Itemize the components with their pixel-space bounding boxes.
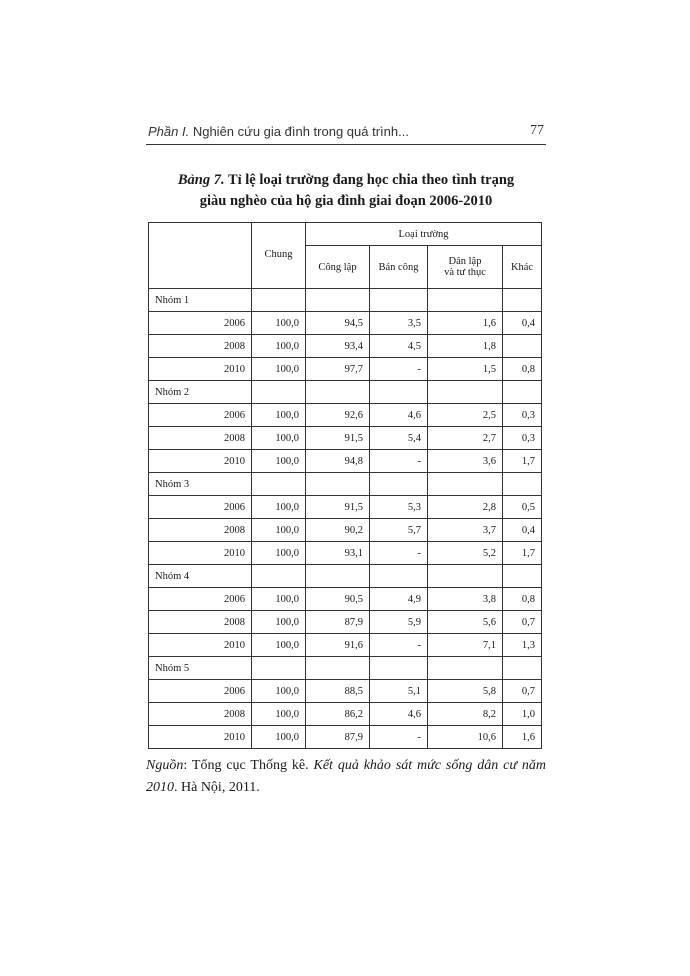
year-cell: 2010	[149, 358, 252, 381]
cong-lap-cell: 88,5	[306, 680, 370, 703]
table-row	[149, 335, 542, 358]
running-header	[146, 124, 546, 145]
cong-lap-cell: 90,5	[306, 588, 370, 611]
year-cell: 2006	[149, 404, 252, 427]
empty-cell	[428, 289, 503, 312]
table-row	[149, 358, 542, 381]
year-cell: 2008	[149, 427, 252, 450]
chung-cell: 100,0	[252, 588, 306, 611]
khac-cell: 1,3	[503, 634, 542, 657]
ban-cong-cell: 4,6	[370, 404, 428, 427]
group-label: Nhóm 4	[149, 565, 252, 588]
cong-lap-cell: 93,4	[306, 335, 370, 358]
group-row	[149, 473, 542, 496]
table-row	[149, 726, 542, 749]
source-note: Nguồn: Tổng cục Thống kê. Kết quả khảo sát mức sống dân cư năm 2010. Hà Nội, 2011.	[146, 758, 547, 795]
dan-lap-cell: 5,8	[428, 680, 503, 703]
empty-cell	[370, 657, 428, 680]
group-label: Nhóm 5	[149, 657, 252, 680]
chung-cell: 100,0	[252, 450, 306, 473]
cong-lap-cell: 87,9	[306, 726, 370, 749]
empty-cell	[306, 565, 370, 588]
dan-lap-cell: 3,8	[428, 588, 503, 611]
empty-cell	[252, 381, 306, 404]
source-publisher: Tổng cục Thống kê.	[191, 758, 309, 773]
empty-cell	[370, 473, 428, 496]
cong-lap-cell: 94,5	[306, 312, 370, 335]
header-dan-lap-line-2: và tư thục	[444, 267, 486, 278]
year-cell: 2010	[149, 450, 252, 473]
khac-cell: 0,3	[503, 427, 542, 450]
empty-cell	[503, 381, 542, 404]
empty-cell	[252, 657, 306, 680]
table-row	[149, 496, 542, 519]
header-loai-truong: Loại trường	[306, 223, 542, 246]
year-cell: 2006	[149, 312, 252, 335]
group-row	[149, 657, 542, 680]
header-chung: Chung	[252, 223, 306, 289]
group-row	[149, 381, 542, 404]
header-dan-lap-line-1: Dân lập	[448, 256, 482, 267]
table-row	[149, 588, 542, 611]
year-cell: 2010	[149, 726, 252, 749]
chung-cell: 100,0	[252, 312, 306, 335]
chung-cell: 100,0	[252, 496, 306, 519]
ban-cong-cell: 5,9	[370, 611, 428, 634]
chung-cell: 100,0	[252, 726, 306, 749]
chapter-title: Nghiên cứu gia đình trong quá trình...	[192, 124, 409, 139]
cong-lap-cell: 93,1	[306, 542, 370, 565]
cong-lap-cell: 91,6	[306, 634, 370, 657]
khac-cell	[503, 335, 542, 358]
chung-cell: 100,0	[252, 404, 306, 427]
khac-cell: 0,8	[503, 588, 542, 611]
dan-lap-cell: 3,7	[428, 519, 503, 542]
empty-cell	[503, 289, 542, 312]
dan-lap-cell: 2,5	[428, 404, 503, 427]
table-header	[149, 223, 542, 289]
empty-cell	[306, 657, 370, 680]
chung-cell: 100,0	[252, 703, 306, 726]
year-cell: 2008	[149, 519, 252, 542]
header-empty-cell	[149, 223, 252, 289]
running-header-title	[148, 124, 409, 139]
table-row	[149, 634, 542, 657]
empty-cell	[252, 289, 306, 312]
khac-cell: 0,4	[503, 312, 542, 335]
table-row	[149, 312, 542, 335]
dan-lap-cell: 1,8	[428, 335, 503, 358]
dan-lap-cell: 2,7	[428, 427, 503, 450]
table-row	[149, 611, 542, 634]
caption-text-2: giàu nghèo của hộ gia đình giai đoạn 2006-2010	[199, 193, 493, 209]
dan-lap-cell: 1,5	[428, 358, 503, 381]
dan-lap-cell: 5,6	[428, 611, 503, 634]
khac-cell: 1,7	[503, 542, 542, 565]
dan-lap-cell: 2,8	[428, 496, 503, 519]
empty-cell	[503, 657, 542, 680]
empty-cell	[306, 473, 370, 496]
khac-cell: 0,7	[503, 680, 542, 703]
year-cell: 2008	[149, 611, 252, 634]
empty-cell	[252, 565, 306, 588]
empty-cell	[428, 565, 503, 588]
empty-cell	[306, 289, 370, 312]
group-row	[149, 289, 542, 312]
khac-cell: 1,7	[503, 450, 542, 473]
chung-cell: 100,0	[252, 611, 306, 634]
source-title: Kết quả khảo sát mức sống dân cư năm 2010	[146, 758, 547, 795]
cong-lap-cell: 90,2	[306, 519, 370, 542]
caption-line-1	[146, 170, 546, 191]
khac-cell: 0,3	[503, 404, 542, 427]
header-cong-lap: Công lập	[306, 246, 370, 289]
table-row	[149, 703, 542, 726]
header-dan-lap	[428, 246, 503, 289]
cong-lap-cell: 86,2	[306, 703, 370, 726]
source-label: Nguồn	[146, 758, 184, 773]
empty-cell	[252, 473, 306, 496]
ban-cong-cell: -	[370, 634, 428, 657]
ban-cong-cell: 4,5	[370, 335, 428, 358]
ban-cong-cell: -	[370, 450, 428, 473]
cong-lap-cell: 97,7	[306, 358, 370, 381]
data-table	[148, 222, 542, 749]
caption-text-1: Tỉ lệ loại trường đang học chia theo tình trạng	[227, 172, 515, 188]
group-row	[149, 565, 542, 588]
empty-cell	[428, 473, 503, 496]
year-cell: 2006	[149, 680, 252, 703]
year-cell: 2006	[149, 496, 252, 519]
khac-cell: 1,6	[503, 726, 542, 749]
empty-cell	[370, 381, 428, 404]
table-row	[149, 450, 542, 473]
ban-cong-cell: -	[370, 726, 428, 749]
ban-cong-cell: 5,4	[370, 427, 428, 450]
year-cell: 2010	[149, 542, 252, 565]
ban-cong-cell: 3,5	[370, 312, 428, 335]
table-body	[149, 289, 542, 749]
table-row	[149, 542, 542, 565]
group-label: Nhóm 1	[149, 289, 252, 312]
chung-cell: 100,0	[252, 335, 306, 358]
ban-cong-cell: 4,9	[370, 588, 428, 611]
dan-lap-cell: 3,6	[428, 450, 503, 473]
empty-cell	[370, 289, 428, 312]
cong-lap-cell: 91,5	[306, 427, 370, 450]
dan-lap-cell: 10,6	[428, 726, 503, 749]
source-rest: Hà Nội, 2011.	[181, 780, 260, 795]
part-label: Phần I.	[148, 124, 190, 139]
khac-cell: 0,4	[503, 519, 542, 542]
group-label: Nhóm 2	[149, 381, 252, 404]
empty-cell	[428, 657, 503, 680]
cong-lap-cell: 92,6	[306, 404, 370, 427]
chung-cell: 100,0	[252, 427, 306, 450]
ban-cong-cell: 5,1	[370, 680, 428, 703]
dan-lap-cell: 5,2	[428, 542, 503, 565]
empty-cell	[503, 473, 542, 496]
dan-lap-cell: 1,6	[428, 312, 503, 335]
empty-cell	[503, 565, 542, 588]
khac-cell: 1,0	[503, 703, 542, 726]
ban-cong-cell: -	[370, 358, 428, 381]
year-cell: 2006	[149, 588, 252, 611]
header-row-top	[149, 223, 542, 246]
year-cell: 2010	[149, 634, 252, 657]
cong-lap-cell: 91,5	[306, 496, 370, 519]
table-caption	[146, 170, 546, 212]
ban-cong-cell: 5,3	[370, 496, 428, 519]
table-row	[149, 427, 542, 450]
table-row	[149, 404, 542, 427]
chung-cell: 100,0	[252, 542, 306, 565]
dan-lap-cell: 7,1	[428, 634, 503, 657]
year-cell: 2008	[149, 703, 252, 726]
table-row	[149, 519, 542, 542]
chung-cell: 100,0	[252, 634, 306, 657]
year-cell: 2008	[149, 335, 252, 358]
ban-cong-cell: -	[370, 542, 428, 565]
header-ban-cong: Bán công	[370, 246, 428, 289]
header-khac: Khác	[503, 246, 542, 289]
page-number: 77	[530, 123, 544, 138]
ban-cong-cell: 5,7	[370, 519, 428, 542]
empty-cell	[370, 565, 428, 588]
khac-cell: 0,5	[503, 496, 542, 519]
caption-label: Bảng 7.	[177, 172, 225, 188]
cong-lap-cell: 87,9	[306, 611, 370, 634]
table-row	[149, 680, 542, 703]
empty-cell	[306, 381, 370, 404]
ban-cong-cell: 4,6	[370, 703, 428, 726]
chung-cell: 100,0	[252, 358, 306, 381]
dan-lap-cell: 8,2	[428, 703, 503, 726]
group-label: Nhóm 3	[149, 473, 252, 496]
chung-cell: 100,0	[252, 680, 306, 703]
cong-lap-cell: 94,8	[306, 450, 370, 473]
empty-cell	[428, 381, 503, 404]
khac-cell: 0,7	[503, 611, 542, 634]
chung-cell: 100,0	[252, 519, 306, 542]
khac-cell: 0,8	[503, 358, 542, 381]
